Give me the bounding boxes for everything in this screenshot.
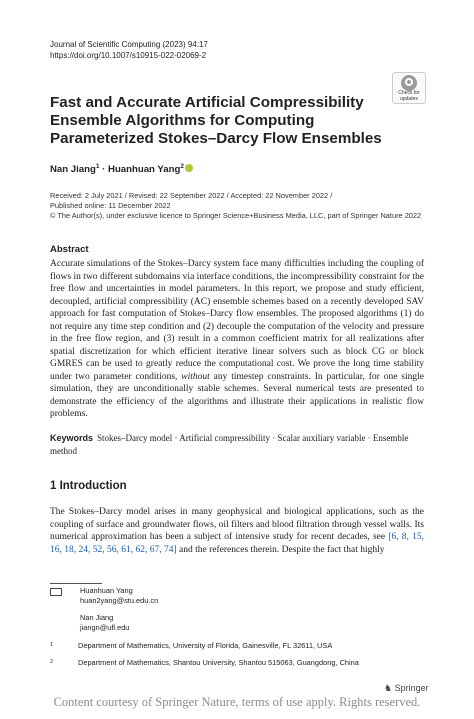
contact-email[interactable]: huan2yang@stu.edu.cn	[80, 596, 159, 605]
section-heading: 1 Introduction	[50, 480, 127, 492]
author-name[interactable]: Nan Jiang	[50, 164, 96, 176]
badge-label: Check for updates	[398, 90, 420, 102]
abstract-body	[50, 258, 424, 421]
publisher-logo	[384, 683, 429, 694]
springer-horse-icon: ♞	[384, 683, 393, 693]
journal-header	[50, 40, 208, 61]
intro-text: and the references therein. Despite the fact that highly	[176, 544, 385, 555]
intro-text: The Stokes–Darcy model arises in many geophysical and biological applications, such as the coupling of surface and groundwater flows, oil filters and blood filtration through vessel walls. Its numerical approximation has been a subject of intensive study for recent decades, see	[50, 507, 424, 542]
affiliation-marker: 1	[95, 163, 100, 170]
article-title: Fast and Accurate Artificial Compressibility Ensemble Algorithms for Computing Parameterized Stokes–Darcy Flow Ensembles	[50, 94, 382, 147]
author-list	[50, 163, 193, 175]
footnote-divider	[50, 583, 102, 584]
orcid-icon[interactable]	[185, 164, 193, 172]
abstract-text: any timestep constraints. In particular, for one single simulation, they are unconditionally stable schemes. Several numerical tests are presented to demonstrate the efficiency of the algorithms and illustrate their applications in realistic flow problems.	[50, 371, 424, 419]
author-name[interactable]: Huanhuan Yang	[108, 164, 181, 176]
affiliation-text: Department of Mathematics, Shantou University, Shantou 515063, Guangdong, China	[78, 658, 359, 667]
keywords	[50, 432, 424, 457]
affiliations	[50, 640, 430, 668]
journal-citation: Journal of Scientific Computing (2023) 94:17	[50, 40, 208, 49]
copyright-line: © The Author(s), under exclusive licence to Springer Science+Business Media, LLC, part of Springer Nature 2022	[50, 211, 422, 220]
contact-name: Huanhuan Yang	[80, 586, 133, 595]
introduction-body	[50, 506, 424, 556]
affiliation-item	[50, 657, 430, 668]
correspondence-contacts	[80, 586, 158, 633]
contact-email[interactable]: jiangn@ufl.edu	[80, 623, 130, 632]
keywords-text: Stokes–Darcy model · Artificial compressibility · Scalar auxiliary variable · Ensemble method	[50, 433, 409, 456]
abstract-heading: Abstract	[50, 244, 89, 255]
correspondence-block	[50, 588, 72, 599]
keywords-label: Keywords	[50, 433, 94, 443]
check-for-updates-icon	[401, 75, 417, 91]
envelope-icon	[50, 588, 62, 596]
affiliation-text: Department of Mathematics, University of Florida, Gainesville, FL 32611, USA	[78, 641, 333, 650]
publisher-name: Springer	[394, 683, 429, 693]
affiliation-item	[50, 640, 430, 651]
author-separator: ·	[99, 164, 109, 176]
affiliation-number: 2	[50, 659, 54, 665]
abstract-emphasis: without	[181, 371, 210, 382]
contact-name: Nan Jiang	[80, 613, 114, 622]
affiliation-marker: 2	[180, 163, 184, 170]
affiliation-number: 1	[50, 642, 54, 648]
doi-link[interactable]: https://doi.org/10.1007/s10915-022-02069-2	[50, 50, 207, 60]
dates-line: Published online: 11 December 2022	[50, 201, 171, 210]
abstract-text: Accurate simulations of the Stokes–Darcy system face many difficulties including the coupling of flows in two different subdomains via interface conditions, the incompressibility constraint for the free flow and uncertainties in model parameters. In this report, we propose and study efficient, decoupled, artificial compressibility (AC) ensemble schemes based on a recently developed SAV approach for fast computation of Stokes–Darcy flow ensembles. The proposed algorithms (1) do not require any time step condition and (2) decouple the computation of the velocity and pressure in the free flow region, and (3) result in a common coefficient matrix for all realizations after spatial discretization for which efficient iterative linear solvers such as block CG or block GMRES can be used to greatly reduce the computational cost. We prove the long time stability under two parameter conditions,	[50, 259, 424, 382]
citation-links[interactable]: [6, 8, 15, 16, 18, 24, 52, 56, 61, 62, 67, 74]	[50, 532, 424, 555]
watermark: Content courtesy of Springer Nature, terms of use apply. Rights reserved.	[53, 695, 421, 709]
publication-dates	[50, 191, 430, 221]
dates-line: Received: 2 July 2021 / Revised: 22 September 2022 / Accepted: 22 November 2022 /	[50, 191, 333, 200]
